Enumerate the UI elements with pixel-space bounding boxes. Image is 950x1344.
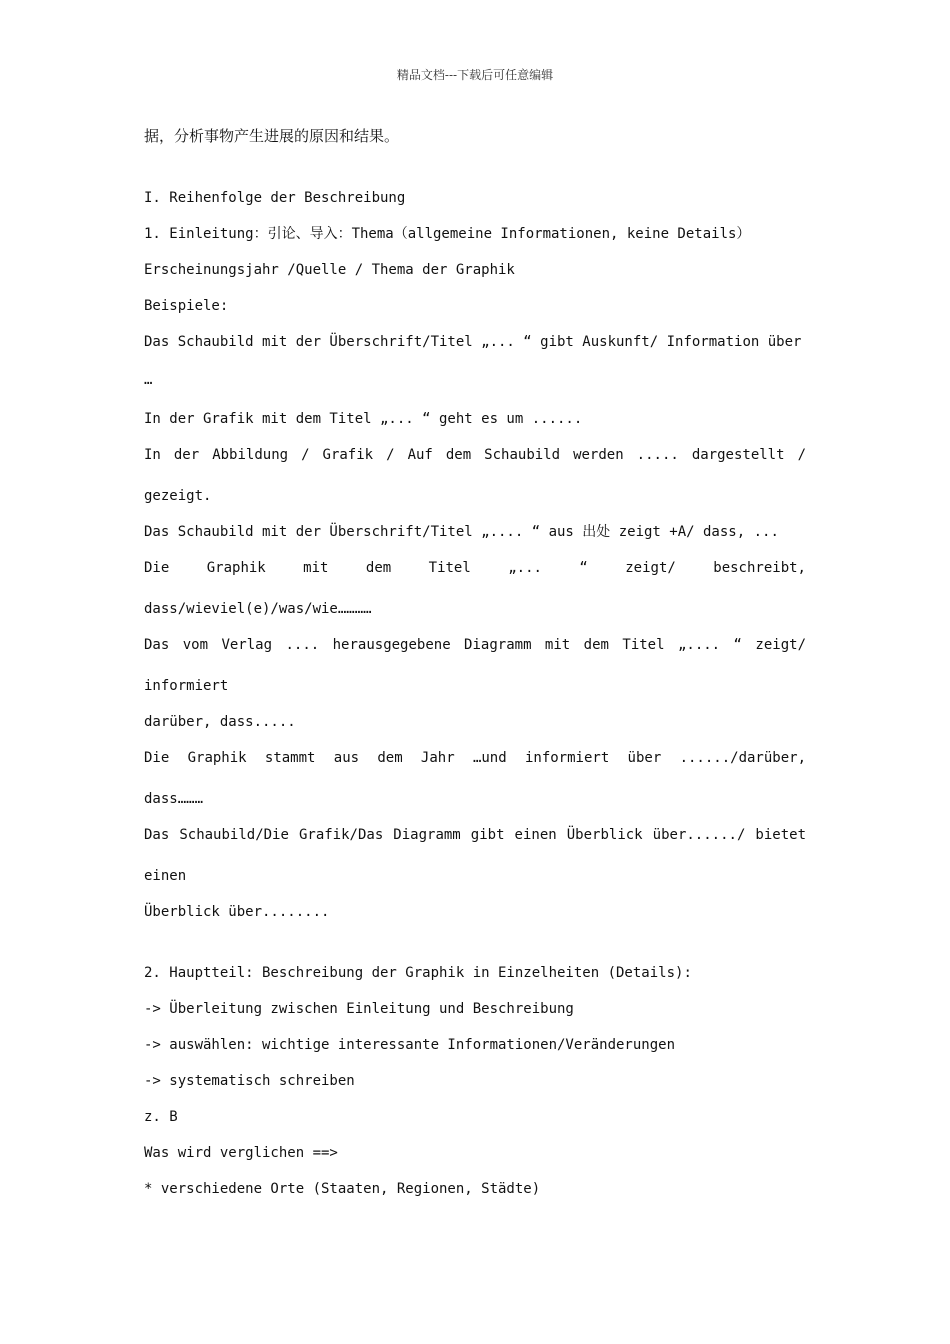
example-1-line-2: … [144, 372, 153, 388]
step-1: -> Überleitung zwischen Einleitung und Beschreibung [144, 1001, 574, 1017]
example-6-line-3: darüber, dass..... [144, 714, 296, 730]
intro-text: 据，分析事物产生进展的原因和结果。 [144, 127, 400, 145]
beispiele-label: Beispiele: [144, 298, 229, 314]
example-3-line-1: In der Abbildung / Grafik / Auf dem Schaubild werden ..... dargestellt / [144, 447, 806, 463]
step-2: -> auswählen: wichtige interessante Informationen/Veränderungen [144, 1037, 676, 1053]
example-7-line-2: dass……… [144, 791, 204, 807]
example-1-line-1: Das Schaubild mit der Überschrift/Titel „... “ gibt Auskunft/ Information über [144, 334, 802, 350]
example-8-line-2: einen [144, 868, 187, 884]
example-4: Das Schaubild mit der Überschrift/Titel „.... “ aus 出处 zeigt +A/ dass, ... [144, 524, 779, 540]
example-8-line-3: Überblick über........ [144, 904, 330, 920]
example-6-line-1: Das vom Verlag .... herausgegebene Diagramm mit dem Titel „.... “ zeigt/ [144, 637, 806, 653]
page-header: 精品文档---下载后可任意编辑 [396, 68, 554, 82]
zb-label: z. B [144, 1109, 178, 1125]
erscheinung-line: Erscheinungsjahr /Quelle / Thema der Graphik [144, 262, 515, 278]
example-6-line-2: informiert [144, 678, 229, 694]
example-3-line-2: gezeigt. [144, 488, 212, 504]
example-2: In der Grafik mit dem Titel „... “ geht es um ...... [144, 411, 583, 427]
einleitung-heading: 1. Einleitung：引论、导入：Thema（allgemeine Informationen, keine Details） [144, 226, 751, 242]
example-8-line-1: Das Schaubild/Die Grafik/Das Diagramm gibt einen Überblick über....../ bietet [144, 827, 806, 843]
section-heading: I. Reihenfolge der Beschreibung [144, 190, 406, 206]
example-5-line-2: dass/wieviel(e)/was/wie………… [144, 601, 372, 617]
example-7-line-1: Die Graphik stammt aus dem Jahr …und informiert über ....../darüber, [144, 750, 806, 766]
step-3: -> systematisch schreiben [144, 1073, 355, 1089]
example-5-line-1: Die Graphik mit dem Titel „... “ zeigt/ beschreibt, [144, 560, 806, 576]
hauptteil-heading: 2. Hauptteil: Beschreibung der Graphik in Einzelheiten (Details): [144, 965, 692, 981]
compare-label: Was wird verglichen ==> [144, 1145, 338, 1161]
compare-item-1: * verschiedene Orte (Staaten, Regionen, Städte) [144, 1181, 541, 1197]
